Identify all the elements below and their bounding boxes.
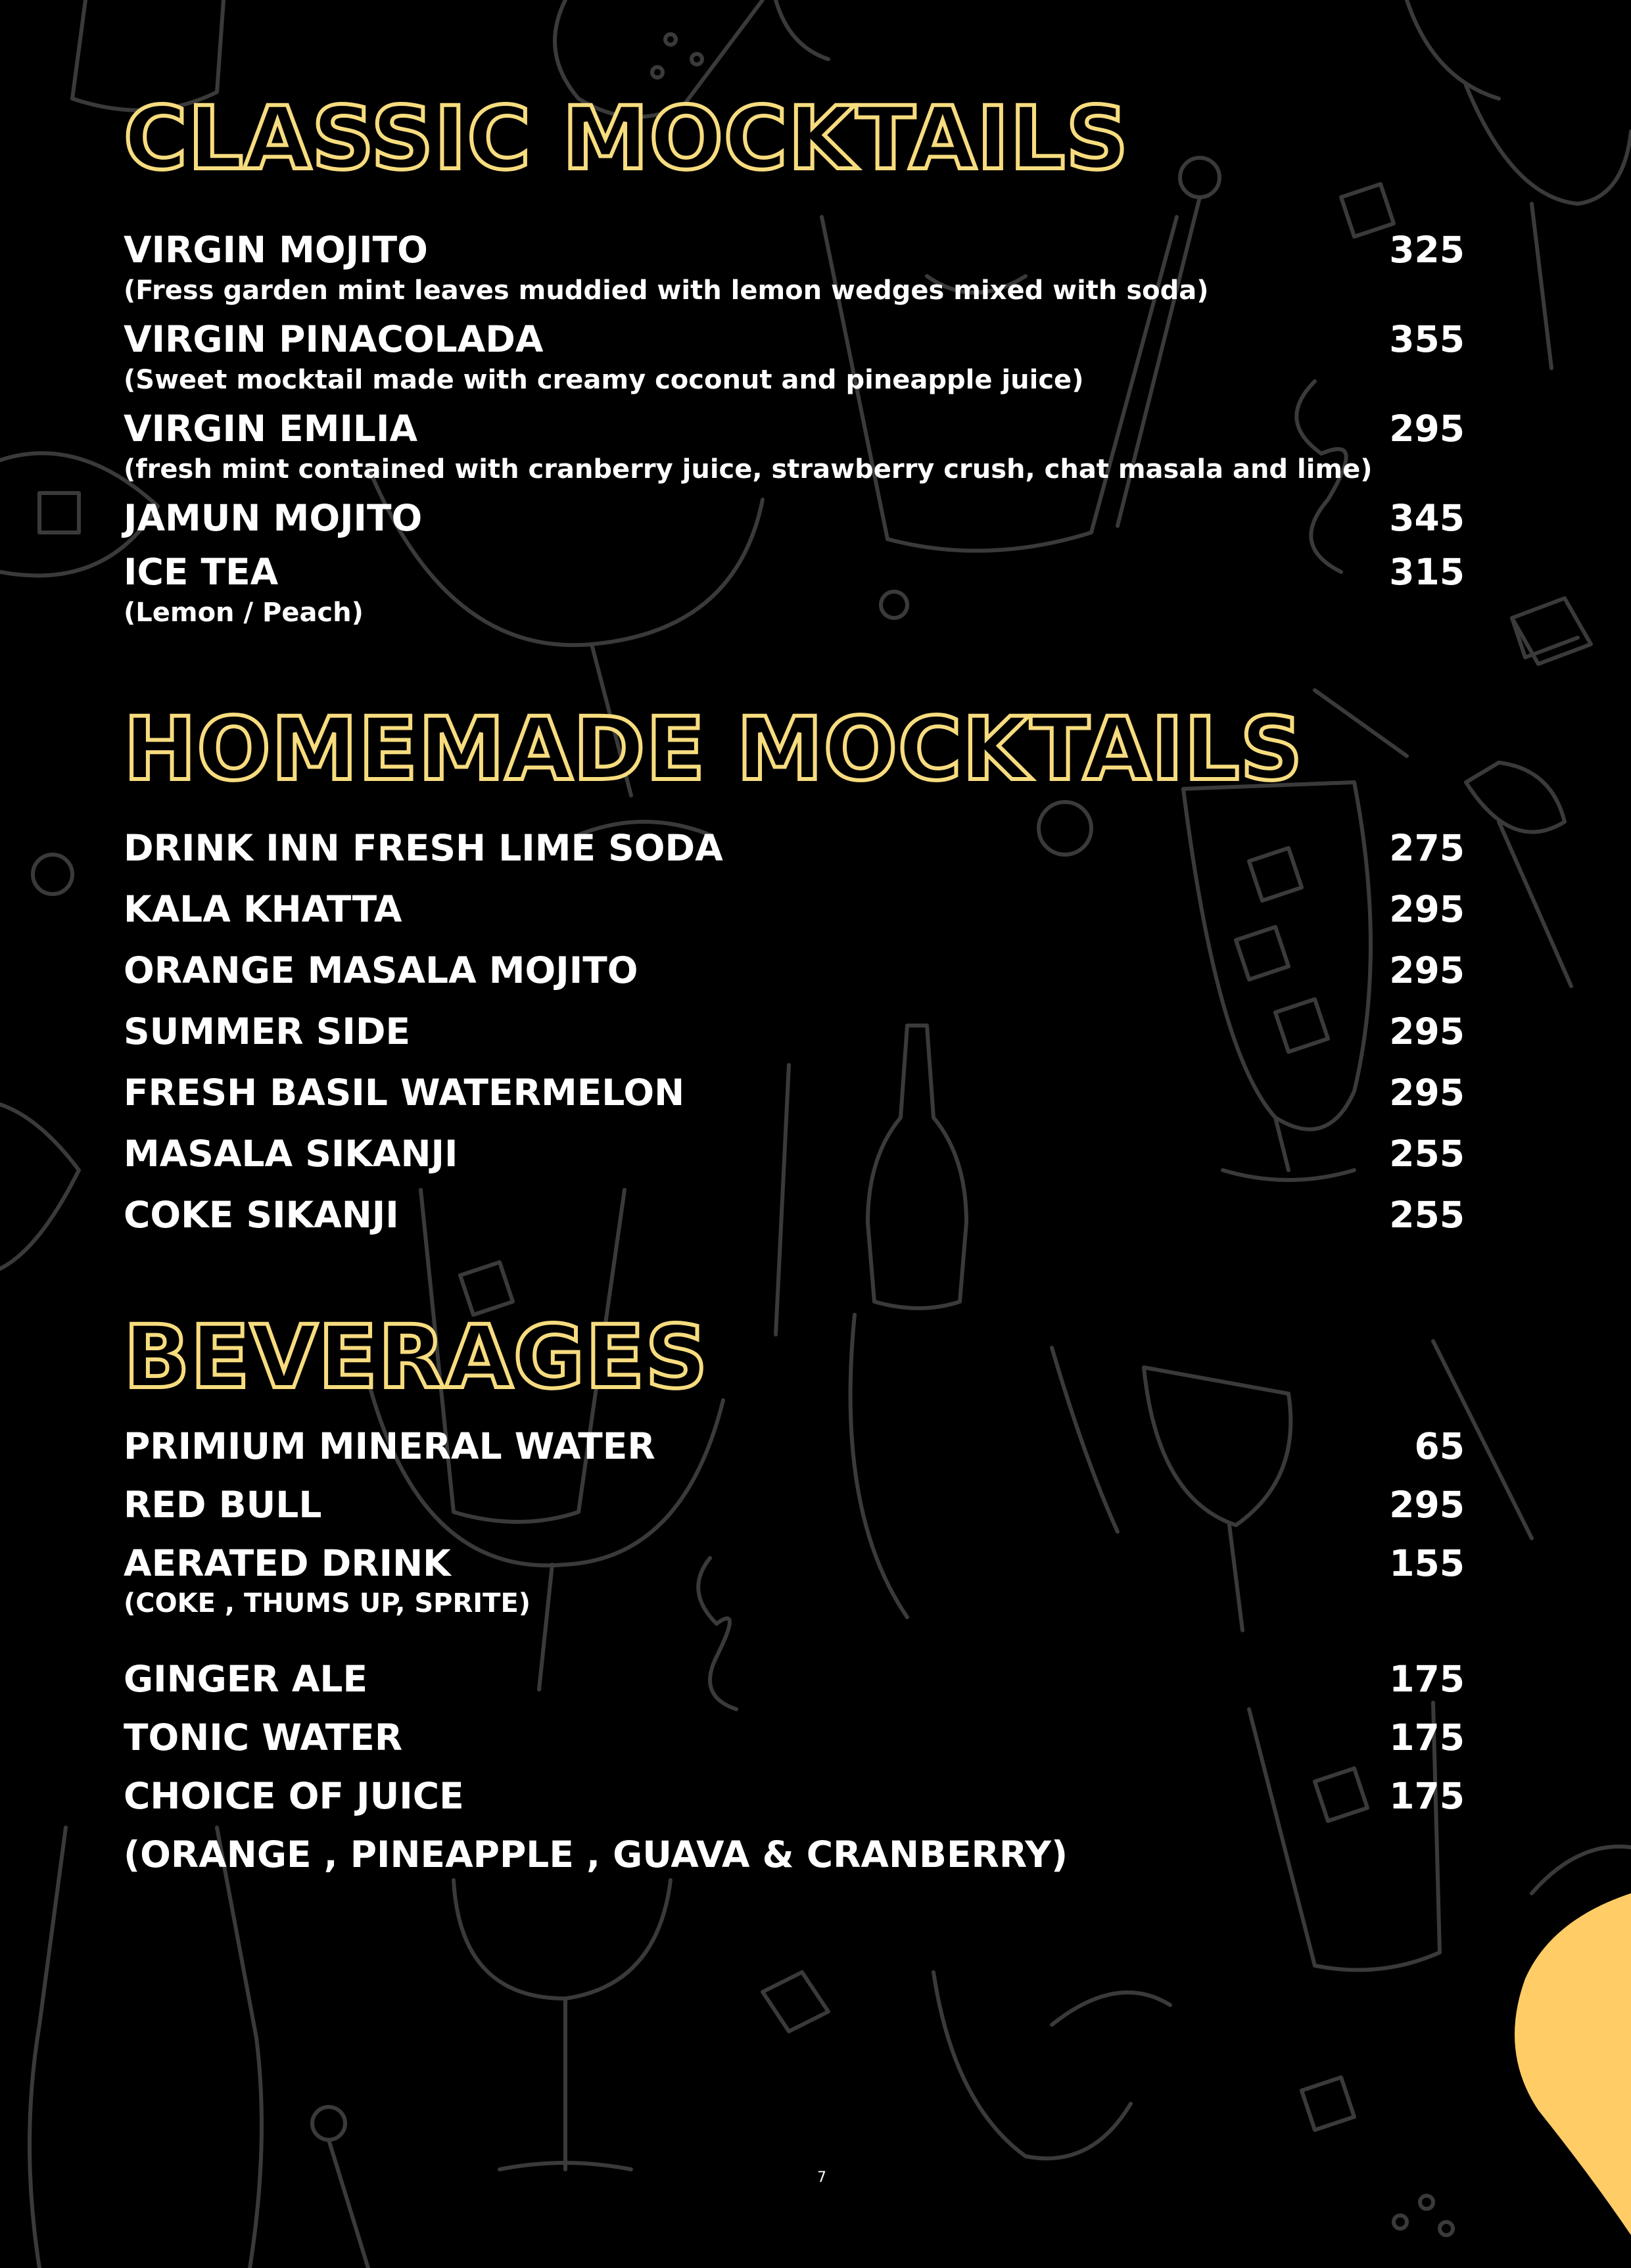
item-name: FRESH BASIL WATERMELON bbox=[124, 1072, 685, 1114]
item-price: 65 bbox=[1414, 1425, 1465, 1467]
menu-item-primium-mineral-water bbox=[124, 1423, 1465, 1469]
item-name: COKE SIKANJI bbox=[124, 1194, 399, 1236]
menu-item-aerated-drink bbox=[124, 1540, 1465, 1586]
item-name: JAMUN MOJITO bbox=[124, 497, 423, 539]
item-name: VIRGIN MOJITO bbox=[124, 229, 428, 271]
item-price: 315 bbox=[1389, 551, 1465, 593]
item-price: 255 bbox=[1389, 1194, 1465, 1236]
menu-item-ice-tea bbox=[124, 549, 1465, 595]
section-title-beverages: BEVERAGES bbox=[124, 1307, 709, 1408]
menu-item-red-bull bbox=[124, 1482, 1465, 1528]
menu-item-virgin-emilia bbox=[124, 406, 1465, 452]
menu-item-fresh-basil-watermelon bbox=[124, 1070, 1465, 1116]
menu-item-choice-of-juice bbox=[124, 1773, 1465, 1819]
item-description: (COKE , THUMS UP, SPRITE) bbox=[124, 1588, 531, 1618]
item-price: 345 bbox=[1389, 497, 1465, 539]
item-price: 295 bbox=[1389, 1010, 1465, 1052]
item-name: TONIC WATER bbox=[124, 1716, 403, 1759]
menu-item-masala-sikanji bbox=[124, 1131, 1465, 1177]
item-name: AERATED DRINK bbox=[124, 1542, 451, 1584]
item-price: 295 bbox=[1389, 408, 1465, 450]
item-description: (Sweet mocktail made with creamy coconut and pineapple juice) bbox=[124, 365, 1084, 395]
menu-item-tonic-water bbox=[124, 1714, 1465, 1760]
item-description: (fresh mint contained with cranberry juice, strawberry crush, chat masala and lime) bbox=[124, 454, 1373, 484]
item-description: (ORANGE , PINEAPPLE , GUAVA & CRANBERRY) bbox=[124, 1833, 1068, 1876]
section-title-homemade-mocktails: HOMEMADE MOCKTAILS bbox=[124, 699, 1304, 800]
menu-item-kala-khatta bbox=[124, 886, 1465, 932]
item-price: 295 bbox=[1389, 888, 1465, 930]
item-price: 255 bbox=[1389, 1133, 1465, 1175]
item-name: KALA KHATTA bbox=[124, 888, 402, 930]
menu-item-virgin-pinacolada bbox=[124, 316, 1465, 362]
item-price: 175 bbox=[1389, 1658, 1465, 1700]
item-name: ICE TEA bbox=[124, 551, 279, 593]
menu-item-drink-inn-fresh-lime-soda bbox=[124, 825, 1465, 871]
item-price: 175 bbox=[1389, 1716, 1465, 1759]
menu-item-orange-masala-mojito bbox=[124, 947, 1465, 993]
item-price: 295 bbox=[1389, 1484, 1465, 1526]
item-name: VIRGIN EMILIA bbox=[124, 408, 418, 450]
item-name: MASALA SIKANJI bbox=[124, 1133, 458, 1175]
item-name: VIRGIN PINACOLADA bbox=[124, 318, 544, 360]
menu-item-coke-sikanji bbox=[124, 1192, 1465, 1238]
item-price: 325 bbox=[1389, 229, 1465, 271]
menu-item-virgin-mojito bbox=[124, 227, 1465, 273]
item-price: 275 bbox=[1389, 827, 1465, 869]
item-price: 155 bbox=[1389, 1542, 1465, 1584]
item-name: DRINK INN FRESH LIME SODA bbox=[124, 827, 723, 869]
item-name: PRIMIUM MINERAL WATER bbox=[124, 1425, 655, 1467]
menu-item-summer-side bbox=[124, 1008, 1465, 1054]
section-title-classic-mocktails: CLASSIC MOCKTAILS bbox=[124, 88, 1129, 189]
item-description: (Lemon / Peach) bbox=[124, 598, 364, 628]
menu-item-ginger-ale bbox=[124, 1656, 1465, 1702]
item-price: 295 bbox=[1389, 949, 1465, 991]
item-name: GINGER ALE bbox=[124, 1658, 368, 1700]
page-number: 7 bbox=[817, 2169, 826, 2186]
item-price: 175 bbox=[1389, 1775, 1465, 1817]
item-price: 295 bbox=[1389, 1072, 1465, 1114]
item-name: CHOICE OF JUICE bbox=[124, 1775, 464, 1817]
item-description: (Fress garden mint leaves muddied with lemon wedges mixed with soda) bbox=[124, 275, 1209, 306]
item-name: ORANGE MASALA MOJITO bbox=[124, 949, 638, 991]
item-price: 355 bbox=[1389, 318, 1465, 360]
item-name: RED BULL bbox=[124, 1484, 322, 1526]
item-name: SUMMER SIDE bbox=[124, 1010, 411, 1052]
menu-item-jamun-mojito bbox=[124, 495, 1465, 541]
